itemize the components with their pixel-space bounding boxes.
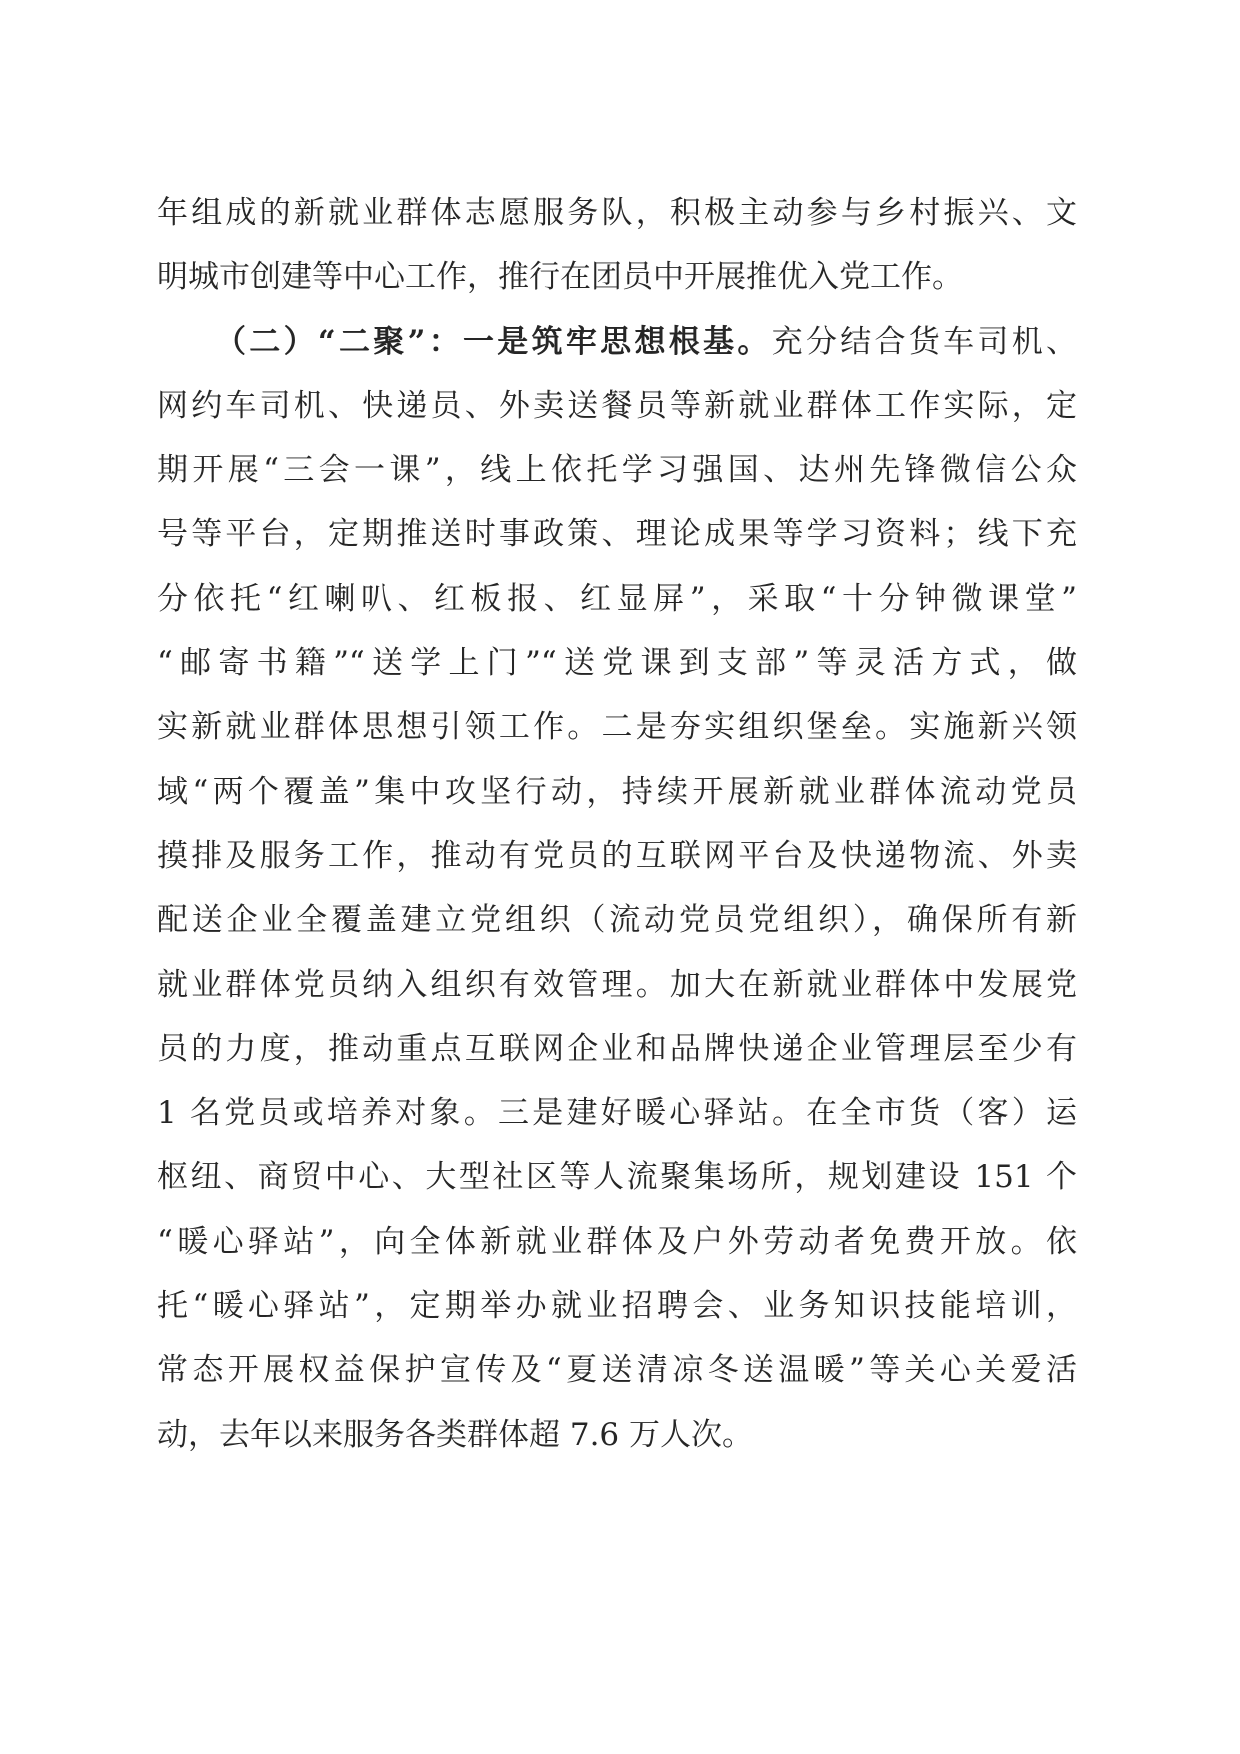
text-line-6: 号等平台，定期推送时事政策、理论成果等学习资料；线下充: [157, 516, 1077, 553]
body-text: [157, 181, 1077, 1467]
text-line-5: 期开展“三会一课”，线上依托学习强国、达州先锋微信公众: [157, 452, 1077, 489]
text-line-20: 动，去年以来服务各类群体超 7.6 万人次。: [157, 1416, 754, 1453]
text-line-12: 配送企业全覆盖建立党组织（流动党员党组织），确保所有新: [157, 902, 1077, 939]
text-line-17: “暖心驿站”，向全体新就业群体及户外劳动者免费开放。依: [157, 1223, 1077, 1260]
text-line-11: 摸排及服务工作，推动有党员的互联网平台及快递物流、外卖: [157, 837, 1077, 874]
text-line-18: 托“暖心驿站”，定期举办就业招聘会、业务知识技能培训，: [157, 1288, 1077, 1325]
text-line-4: 网约车司机、快递员、外卖送餐员等新就业群体工作实际，定: [157, 387, 1077, 424]
text-line-2: 明城市创建等中心工作，推行在团员中开展推优入党工作。: [157, 259, 963, 296]
text-line-9: 实新就业群体思想引领工作。二是夯实组织堡垒。实施新兴领: [157, 709, 1077, 746]
text-line-19: 常态开展权益保护宣传及“夏送清凉冬送温暖”等关心关爱活: [157, 1352, 1077, 1389]
text-line-14: 员的力度，推动重点互联网企业和品牌快递企业管理层至少有: [157, 1030, 1077, 1067]
text-line-1: 年组成的新就业群体志愿服务队，积极主动参与乡村振兴、文: [157, 195, 1077, 231]
text-line-10: 域“两个覆盖”集中攻坚行动，持续开展新就业群体流动党员: [157, 773, 1077, 810]
text-line-13: 就业群体党员纳入组织有效管理。加大在新就业群体中发展党: [157, 966, 1077, 1003]
section-heading-tail: 充分结合货车司机、: [771, 323, 1077, 360]
text-line-15: 1 名党员或培养对象。三是建好暖心驿站。在全市货（客）运: [157, 1095, 1077, 1132]
text-line-8: “邮寄书籍”“送学上门”“送党课到支部”等灵活方式，做: [157, 645, 1077, 682]
section-heading-line: [157, 310, 1077, 374]
text-line-16: 枢纽、商贸中心、大型社区等人流聚集场所，规划建设 151 个: [157, 1159, 1077, 1196]
text-line-7: 分依托“红喇叭、红板报、红显屏”，采取“十分钟微课堂”: [157, 580, 1077, 617]
section-heading: （二）“二聚”：一是筑牢思想根基。: [215, 323, 772, 360]
